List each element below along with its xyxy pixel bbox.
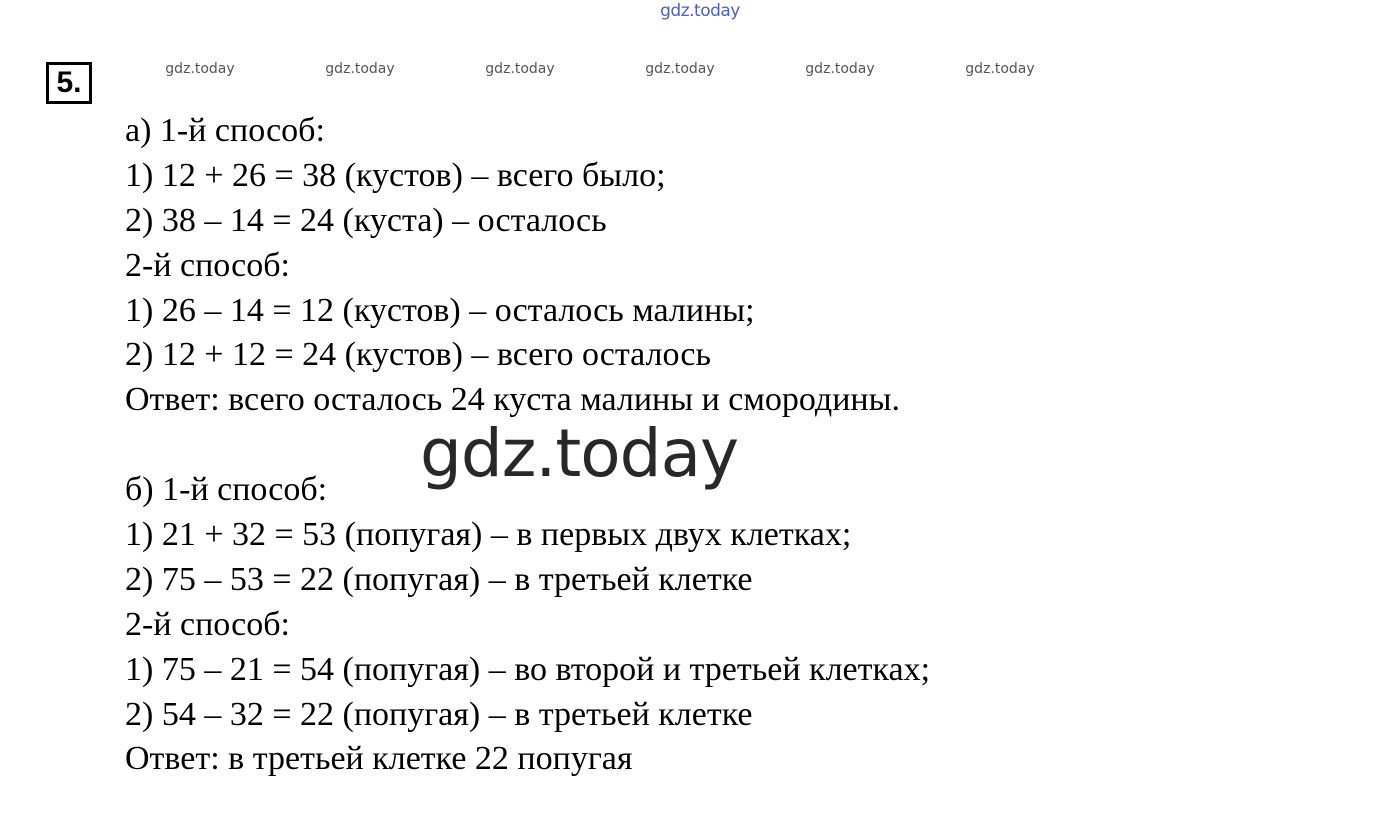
part-a-step: 2) 12 + 12 = 24 (кустов) – всего осталось xyxy=(125,336,711,374)
watermark-row xyxy=(0,61,1400,81)
watermark-text: gdz.today xyxy=(805,61,875,77)
part-a-step: 1) 26 – 14 = 12 (кустов) – осталось малины; xyxy=(125,291,755,329)
watermark-text: gdz.today xyxy=(325,61,395,77)
part-b-step: 1) 21 + 32 = 53 (попугая) – в первых двух клетках; xyxy=(125,516,852,554)
part-b-heading: б) 1-й способ: xyxy=(125,471,328,509)
part-b-answer: Ответ: в третьей клетке 22 попугая xyxy=(125,740,633,778)
top-watermark: gdz.today xyxy=(660,1,740,21)
part-a-step: 1) 12 + 26 = 38 (кустов) – всего было; xyxy=(125,156,666,194)
part-a-heading: а) 1-й способ: xyxy=(125,112,325,149)
watermark-text: gdz.today xyxy=(645,61,715,77)
watermark-text: gdz.today xyxy=(485,61,555,77)
watermark-text: gdz.today xyxy=(965,61,1035,77)
part-a-method-heading: 2-й способ: xyxy=(125,246,290,284)
part-b-step: 2) 54 – 32 = 22 (попугая) – в третьей клетке xyxy=(125,695,753,733)
part-b-method-heading: 2-й способ: xyxy=(125,605,290,643)
task-number-badge: 5. xyxy=(46,62,92,104)
watermark-text: gdz.today xyxy=(165,61,235,77)
part-b-step: 1) 75 – 21 = 54 (попугая) – во второй и третьей клетках; xyxy=(125,650,931,688)
part-b-step: 2) 75 – 53 = 22 (попугая) – в третьей клетке xyxy=(125,560,753,598)
part-a-step: 2) 38 – 14 = 24 (куста) – осталось xyxy=(125,201,607,239)
center-watermark: gdz.today xyxy=(420,415,739,492)
part-a-answer: Ответ: всего осталось 24 куста малины и смородины. xyxy=(125,381,900,419)
